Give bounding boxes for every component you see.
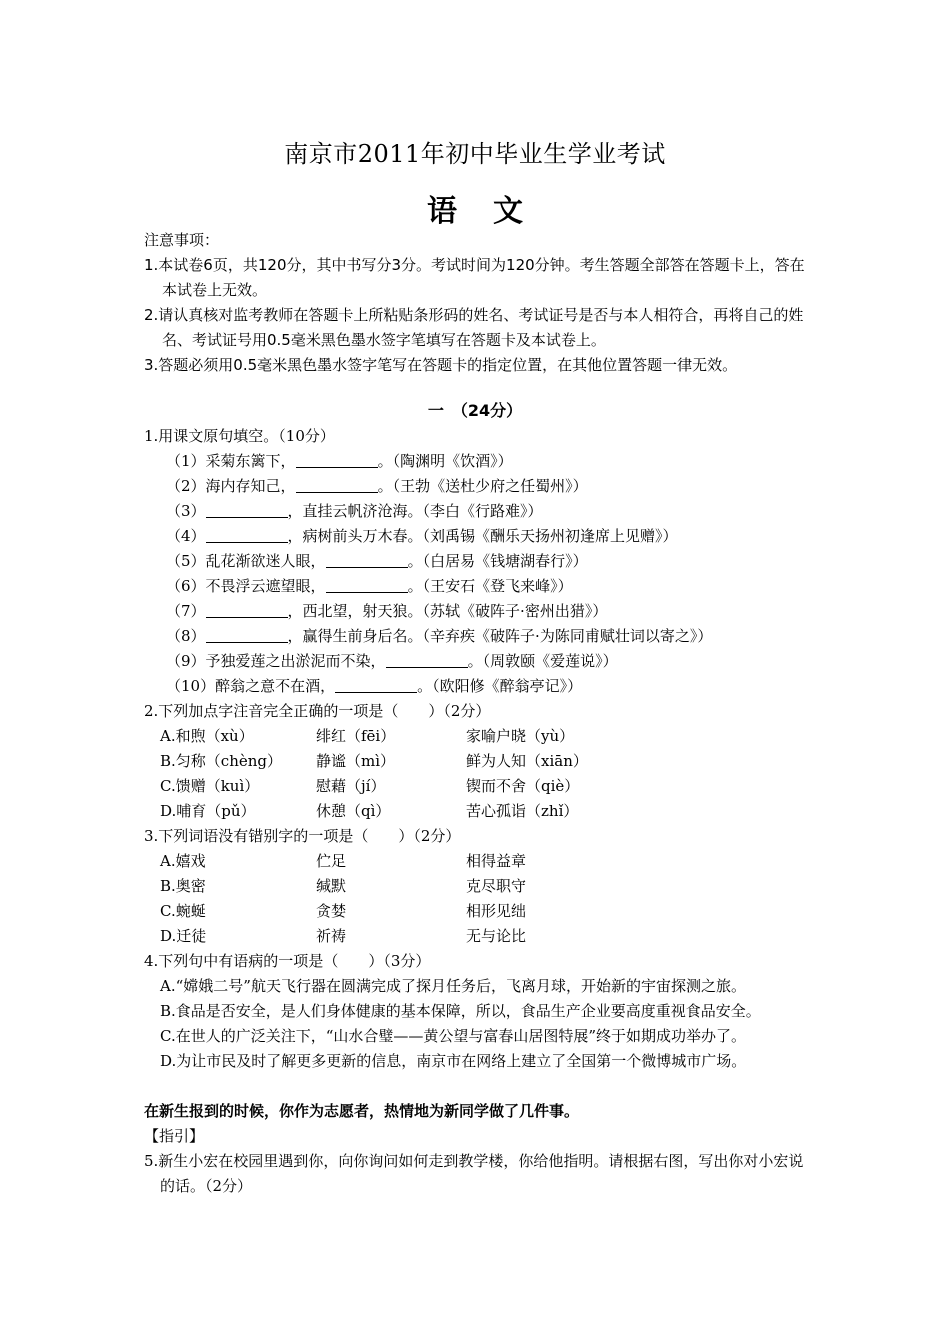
- q2-option-row: A.和煦（xù） 绯红（fēi） 家喻户晓（yù）: [160, 727, 575, 745]
- q4-option: A.“嫦娥二号”航天飞行器在圆满完成了探月任务后，飞离月球，开始新的宇宙探测之旅。: [160, 977, 746, 995]
- q1-item: （7） ，西北望，射天狼。（苏轼《破阵子·密州出猎》）: [166, 602, 608, 620]
- q3-option-row: B.奥密 缄默 克尽职守: [160, 877, 527, 895]
- notes-title: 注意事项：: [144, 231, 220, 249]
- section-heading: 一 （24分）: [427, 401, 523, 420]
- q4-option: C.在世人的广泛关注下，“山水合璧——黄公望与富春山居图特展”终于如期成功举办了。: [160, 1027, 747, 1045]
- answer-blank: [206, 627, 288, 643]
- answer-blank: [335, 677, 417, 693]
- notes-section: [144, 228, 814, 378]
- q1-item: （3） ，直挂云帆济沧海。（李白《行路难》）: [166, 502, 543, 520]
- answer-blank: [206, 502, 288, 518]
- q2-stem: 2.下列加点字注音完全正确的一项是（ ）（2分）: [144, 702, 491, 720]
- q3-stem: 3.下列词语没有错别字的一项是（ ）（2分）: [144, 827, 461, 845]
- answer-blank: [326, 552, 408, 568]
- note-item: 2.请认真核对监考教师在答题卡上所粘贴条形码的姓名、考试证号是否与本人相符合，再将自己的姓名、考试证号用0.5毫米黑色墨水签字笔填写在答题卡及本试卷上。: [144, 306, 804, 349]
- exam-title: 南京市2011年初中毕业生学业考试: [284, 140, 666, 168]
- q1-item: （10）醉翁之意不在酒， 。（欧阳修《醉翁亭记》）: [166, 677, 583, 695]
- spacer: [144, 1074, 814, 1099]
- q1-item: （5）乱花渐欲迷人眼， 。（白居易《钱塘湖春行》）: [166, 552, 588, 570]
- answer-blank: [296, 477, 378, 493]
- subject-title: 语文: [427, 194, 559, 229]
- q1-stem: 1.用课文原句填空。（10分）: [144, 427, 335, 445]
- guide-label: 【指引】: [144, 1127, 205, 1145]
- answer-blank: [386, 652, 468, 668]
- q2-option-row: B.匀称（chèng） 静谧（mì） 鲜为人知（xiān）: [160, 752, 588, 770]
- q3-option-row: C.蜿蜒 贪婪 相形见绌: [160, 902, 527, 920]
- note-item: 3.答题必须用0.5毫米黑色墨水签字笔写在答题卡的指定位置，在其他位置答题一律无效。: [144, 356, 738, 374]
- questions-body: [144, 424, 814, 1199]
- q1-item: （2）海内存知己， 。（王勃《送杜少府之任蜀州》）: [166, 477, 588, 495]
- intro-text: 在新生报到的时候，你作为志愿者，热情地为新同学做了几件事。: [144, 1102, 580, 1120]
- q5-stem: 5.新生小宏在校园里遇到你，向你询问如何走到教学楼，你给他指明。请根据右图，写出你对小宏说的话。（2分）: [144, 1152, 804, 1195]
- q1-item: （1）采菊东篱下， 。（陶渊明《饮酒》）: [166, 452, 513, 470]
- q3-option-row: A.嬉戏 伫足 相得益章: [160, 852, 527, 870]
- answer-blank: [326, 577, 408, 593]
- q4-option: D.为让市民及时了解更多更新的信息，南京市在网络上建立了全国第一个微博城市广场。: [160, 1052, 747, 1070]
- q4-option: B.食品是否安全，是人们身体健康的基本保障，所以，食品生产企业要高度重视食品安全。: [160, 1002, 761, 1020]
- q4-stem: 4.下列句中有语病的一项是（ ）（3分）: [144, 952, 431, 970]
- answer-blank: [296, 452, 378, 468]
- q2-option-row: D.哺育（pǔ） 休憩（qì） 苦心孤诣（zhǐ）: [160, 802, 579, 820]
- note-item: 1.本试卷6页，共120分，其中书写分3分。考试时间为120分钟。考生答题全部答在答题卡上，答在本试卷上无效。: [144, 256, 805, 299]
- q1-item: （9）予独爱莲之出淤泥而不染， 。（周敦颐《爱莲说》）: [166, 652, 618, 670]
- q1-item: （6）不畏浮云遮望眼， 。（王安石《登飞来峰》）: [166, 577, 573, 595]
- answer-blank: [206, 527, 288, 543]
- q1-item: （4） ，病树前头万木春。（刘禹锡《酬乐天扬州初逢席上见赠》）: [166, 527, 678, 545]
- q2-option-row: C.馈赠（kuì） 慰藉（jí） 锲而不舍（qiè）: [160, 777, 580, 795]
- answer-blank: [206, 602, 288, 618]
- q3-option-row: D.迁徒 祈祷 无与论比: [160, 927, 527, 945]
- q1-item: （8） ，赢得生前身后名。（辛弃疾《破阵子·为陈同甫赋壮词以寄之》）: [166, 627, 713, 645]
